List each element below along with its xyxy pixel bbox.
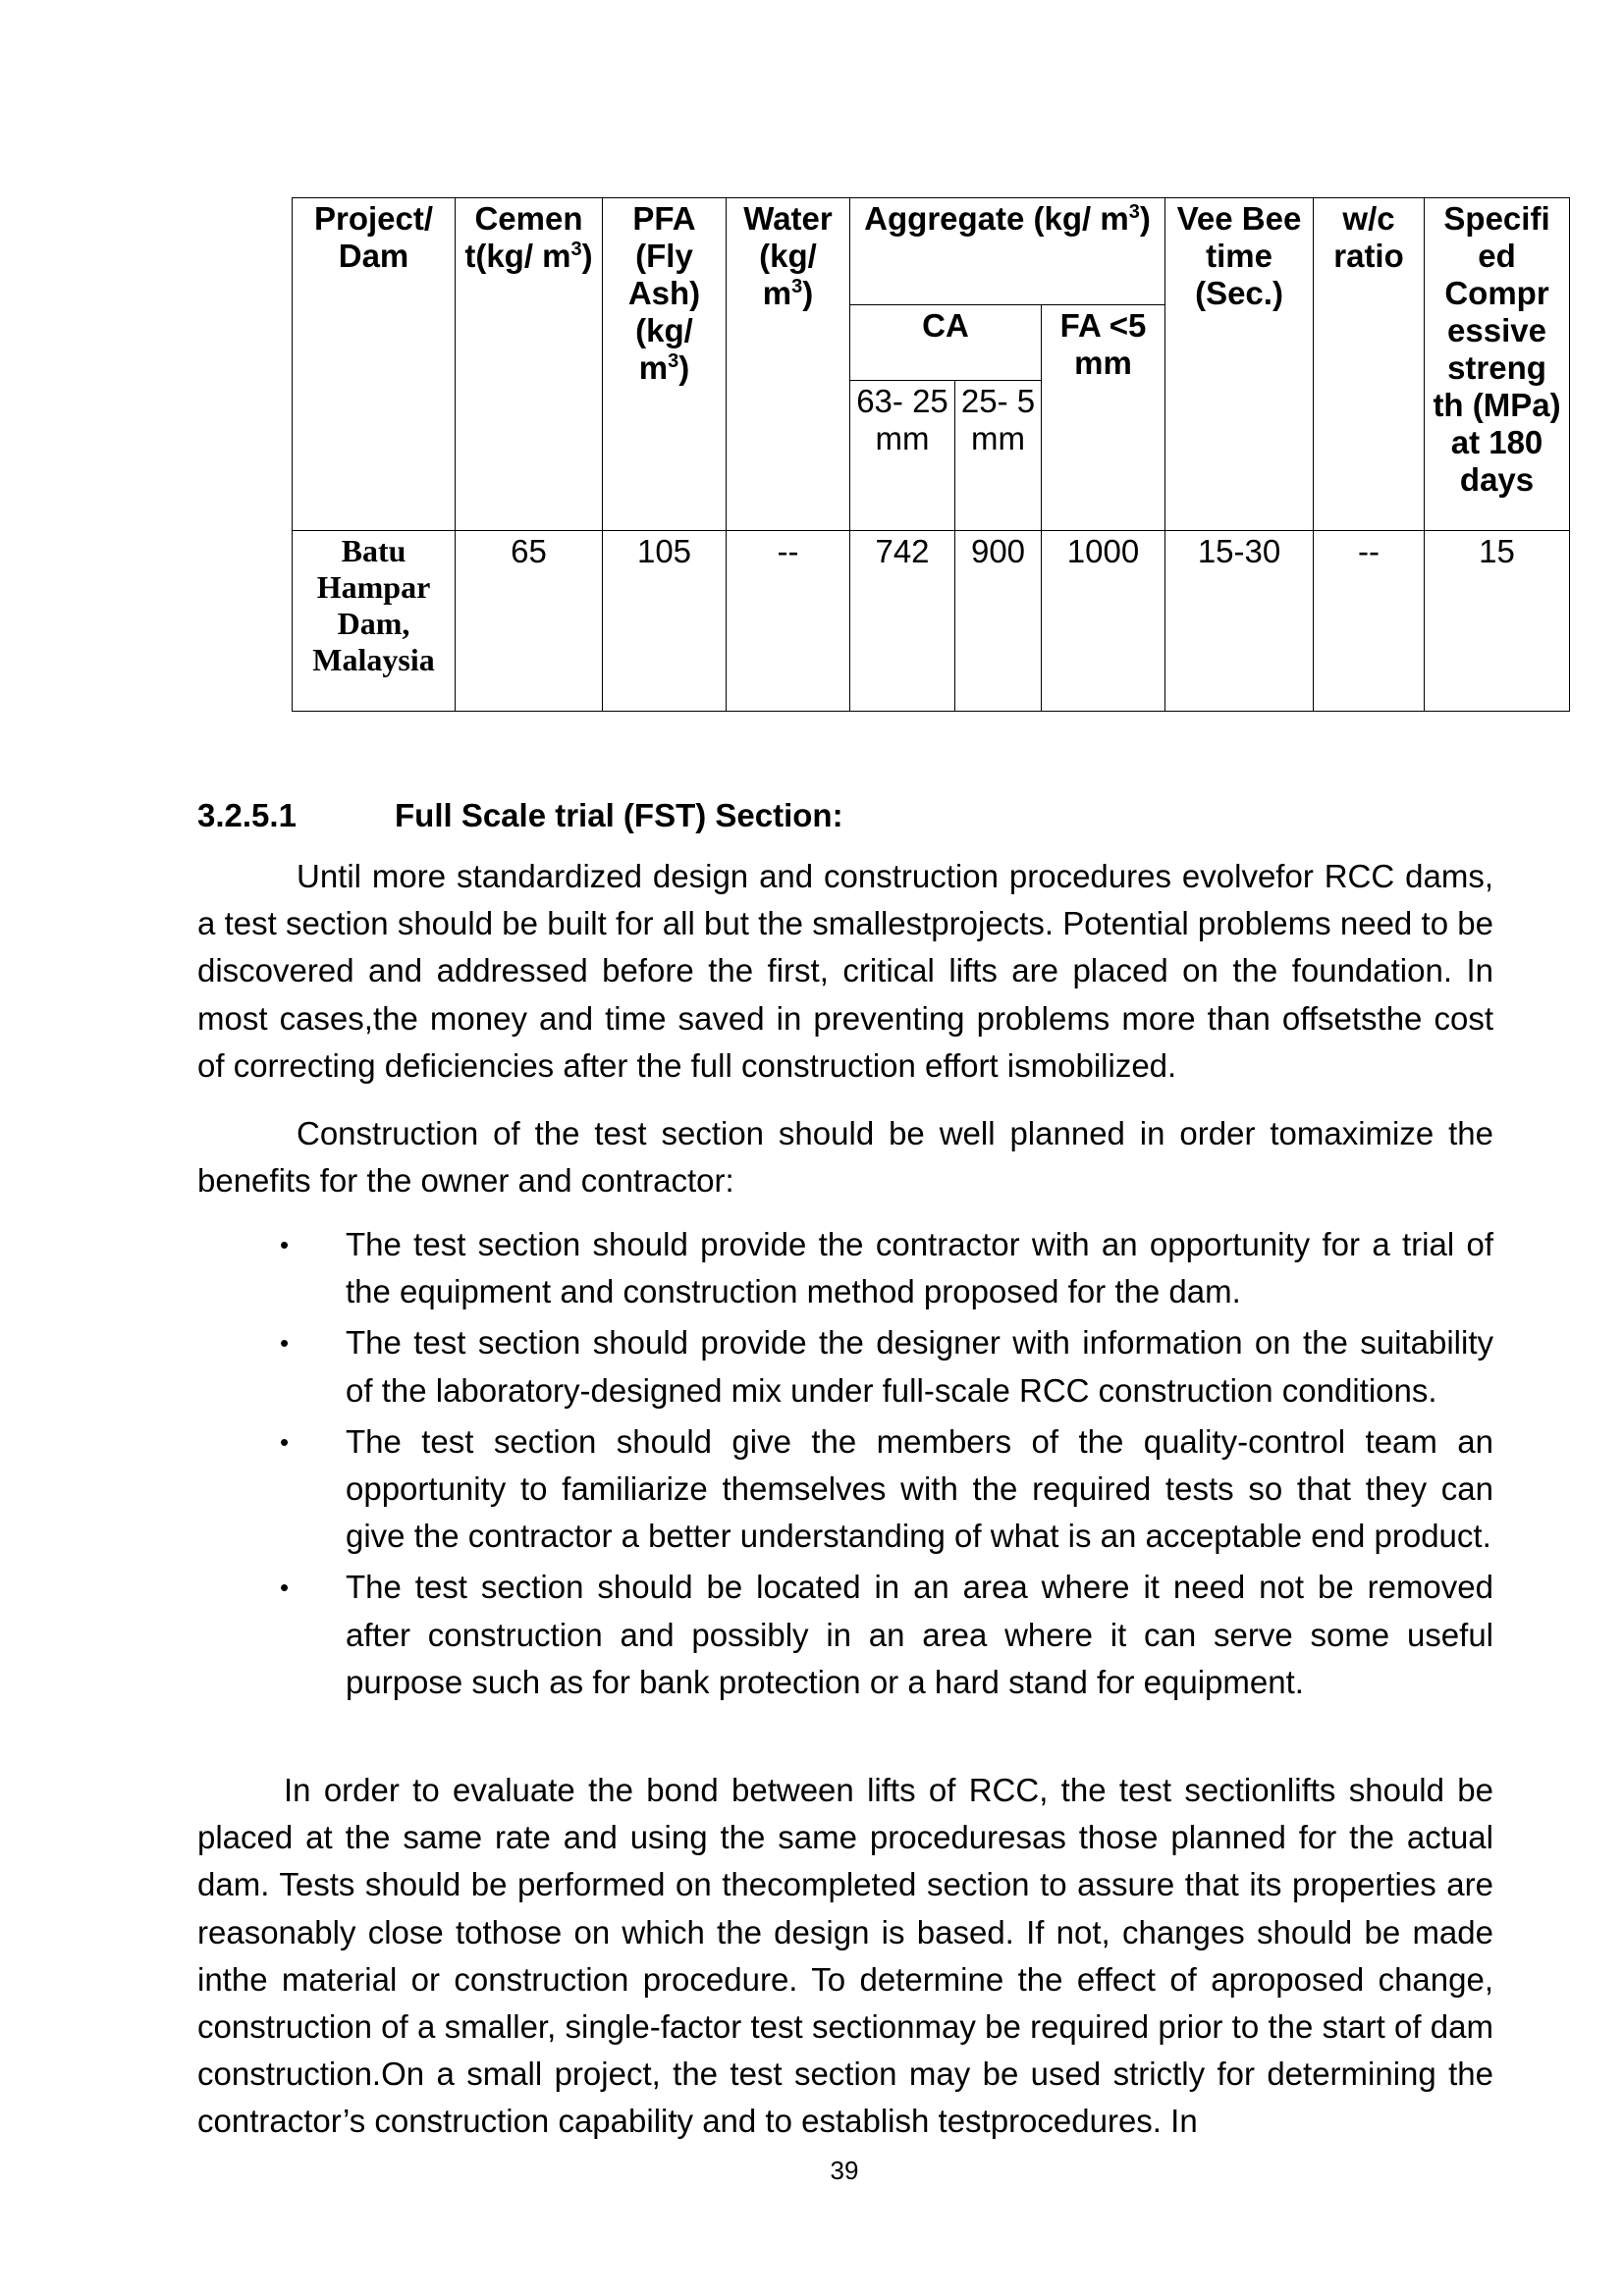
mix-design-table bbox=[292, 197, 1570, 712]
list-item bbox=[280, 1564, 1493, 1706]
section-title: Full Scale trial (FST) Section: bbox=[395, 797, 843, 833]
cell-cement: 65 bbox=[456, 531, 603, 712]
cell-pfa: 105 bbox=[603, 531, 727, 712]
cell-strength: 15 bbox=[1425, 531, 1570, 712]
header-ca-25-5: 25- 5 mm bbox=[955, 381, 1042, 531]
page-number: 39 bbox=[830, 2156, 859, 2185]
paragraph-1: Until more standardized design and construction procedures evolvefor RCC dams, a test section should be built for all but the smallestprojects. Potential problems need to be discovered and addressed before the first, critical lifts are placed on the foundation. In most cases,the money and time saved in preventing problems more than offsetsthe cost of correcting deficiencies after the full construction effort ismobilized. bbox=[197, 858, 1493, 1084]
header-water: Water (kg/ $m^3$) bbox=[727, 198, 850, 531]
header-cement: Cemen t(kg/ $m^3$) bbox=[456, 198, 603, 531]
section-number: 3.2.5.1 bbox=[197, 797, 297, 833]
cell-wc-ratio: -- bbox=[1314, 531, 1425, 712]
header-wc-ratio: w/c ratio bbox=[1314, 198, 1425, 531]
bullet-icon: • bbox=[280, 1230, 290, 1259]
header-pfa: PFA (Fly Ash) (kg/ $m^3$) bbox=[603, 198, 727, 531]
table-header-row bbox=[293, 198, 1570, 305]
header-strength: Specifi ed Compr essive streng th (MPa) at 180 days bbox=[1425, 198, 1570, 531]
list-item bbox=[280, 1319, 1493, 1414]
header-fa: FA <5 mm bbox=[1042, 305, 1165, 531]
bullet-icon: • bbox=[280, 1573, 290, 1603]
header-project: Project/ Dam bbox=[293, 198, 456, 531]
bullet-text: The test section should be located in an area where it need not be removed after construction and possibly in an area where it can serve some useful purpose such as for bank protection or a hard stand for equipment. bbox=[346, 1569, 1493, 1700]
header-aggregate: Aggregate (kg/ $m^3$) bbox=[850, 198, 1165, 305]
paragraph-2: Construction of the test section should be well planned in order tomaximize the benefits for the owner and contractor: bbox=[197, 1115, 1493, 1200]
bullet-text: The test section should provide the contractor with an opportunity for a trial of the equipment and construction method proposed for the dam. bbox=[346, 1226, 1493, 1310]
header-vee-bee: Vee Bee time (Sec.) bbox=[1165, 198, 1314, 531]
cell-vee-bee: 15-30 bbox=[1165, 531, 1314, 712]
cell-ca-63-25: 742 bbox=[850, 531, 955, 712]
table-row bbox=[293, 531, 1570, 712]
cell-project: Batu Hampar Dam, Malaysia bbox=[293, 531, 456, 712]
header-ca: CA bbox=[850, 305, 1042, 381]
bullet-list bbox=[280, 1221, 1493, 1710]
bullet-text: The test section should provide the designer with information on the suitability of the laboratory-designed mix under full-scale RCC construction conditions. bbox=[346, 1324, 1493, 1409]
cell-water: -- bbox=[727, 531, 850, 712]
bullet-icon: • bbox=[280, 1426, 290, 1457]
paragraph-3: In order to evaluate the bond between lifts of RCC, the test sectionlifts should be placed at the same rate and using the same proceduresas those planned for the actual dam. Tests should be performed on thecompleted section to assure that its properties are reasonably close tothose on which the design is based. If not, changes should be made inthe material or construction procedure. To determine the effect of aproposed change, construction of a smaller, single-factor test sectionmay be required prior to the start of dam construction.On a small project, the test section may be used strictly for determining the contractor’s construction capability and to establish testprocedures. In bbox=[197, 1772, 1493, 2140]
bullet-icon: • bbox=[280, 1328, 290, 1359]
cell-fa: 1000 bbox=[1042, 531, 1165, 712]
section-heading bbox=[197, 792, 843, 839]
bullet-text: The test section should give the members of the quality-control team an opportunity to familiarize themselves with the required tests so that they can give the contractor a better understanding of what is an acceptable end product. bbox=[346, 1422, 1493, 1555]
list-item bbox=[280, 1221, 1493, 1315]
cell-ca-25-5: 900 bbox=[955, 531, 1042, 712]
list-item bbox=[280, 1418, 1493, 1561]
header-ca-63-25: 63- 25 mm bbox=[850, 381, 955, 531]
